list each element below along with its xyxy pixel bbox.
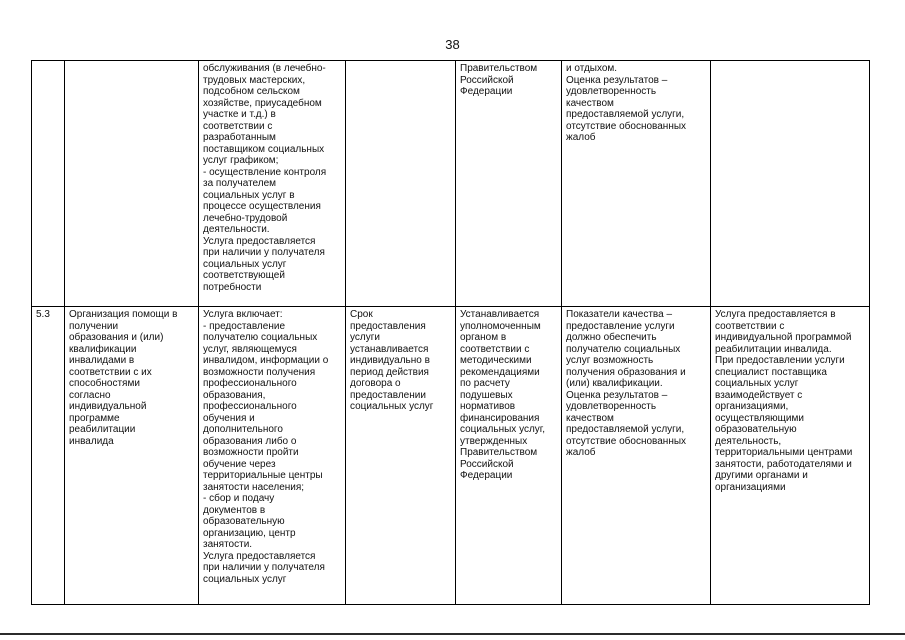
service-conditions-cell bbox=[711, 61, 870, 307]
service-quality-cell: Показатели качества – предоставление услуги должно обеспечить получателю социальных услуг возможность получения образования и (или) квалификации. Оценка результатов – удовлетворенность качеством предоставляемой услуги, отсутствие обоснованных жалоб bbox=[562, 307, 711, 605]
service-number-cell: 5.3 bbox=[32, 307, 65, 605]
service-term-cell: Срок предоставления услуги устанавливается индивидуально в период действия договора о предоставлении социальных услуг bbox=[346, 307, 456, 605]
page-number: 38 bbox=[445, 37, 460, 52]
service-number-cell bbox=[32, 61, 65, 307]
service-name-cell: Организация помощи в получении образования и (или) квалификации инвалидами в соответствии с их способностями согласно индивидуальной программе реабилитации инвалида bbox=[65, 307, 199, 605]
table-row bbox=[32, 61, 870, 307]
service-cost-cell: Правительством Российской Федерации bbox=[456, 61, 562, 307]
service-conditions-cell: Услуга предоставляется в соответствии с индивидуальной программой реабилитации инвалида. При предоставлении услуги специалист поставщика социальных услуг взаимодействует с организациями, осуществляющими образовательную деятельность, территориальными центрами занятости, работодателями и другими органами и организациями bbox=[711, 307, 870, 605]
service-content-cell: обслуживания (в лечебно- трудовых мастерских, подсобном сельском хозяйстве, приусадебном участке и т.д.) в соответствии с разработанным поставщиком социальных услуг графиком; - осуществление контроля за получателем социальных услуг в процессе осуществления лечебно-трудовой деятельности. Услуга предоставляется при наличии у получателя социальных услуг соответствующей потребности bbox=[199, 61, 346, 307]
service-name-cell bbox=[65, 61, 199, 307]
table-row bbox=[32, 307, 870, 605]
service-term-cell bbox=[346, 61, 456, 307]
service-content-cell: Услуга включает: - предоставление получателю социальных услуг, являющемуся инвалидом, информации о возможности получения профессионального образования, профессионального обучения и дополнительного образования либо о возможности пройти обучение через территориальные центры занятости населения; - сбор и подачу документов в образовательную организацию, центр занятости. Услуга предоставляется при наличии у получателя социальных услуг bbox=[199, 307, 346, 605]
service-cost-cell: Устанавливается уполномоченным органом в соответствии с методическими рекомендациями по расчету подушевых нормативов финансирования социальных услуг, утвержденных Правительством Российской Федерации bbox=[456, 307, 562, 605]
services-table bbox=[31, 60, 870, 605]
service-quality-cell: и отдыхом. Оценка результатов – удовлетворенность качеством предоставляемой услуги, отсутствие обоснованных жалоб bbox=[562, 61, 711, 307]
bottom-rule bbox=[0, 633, 905, 635]
